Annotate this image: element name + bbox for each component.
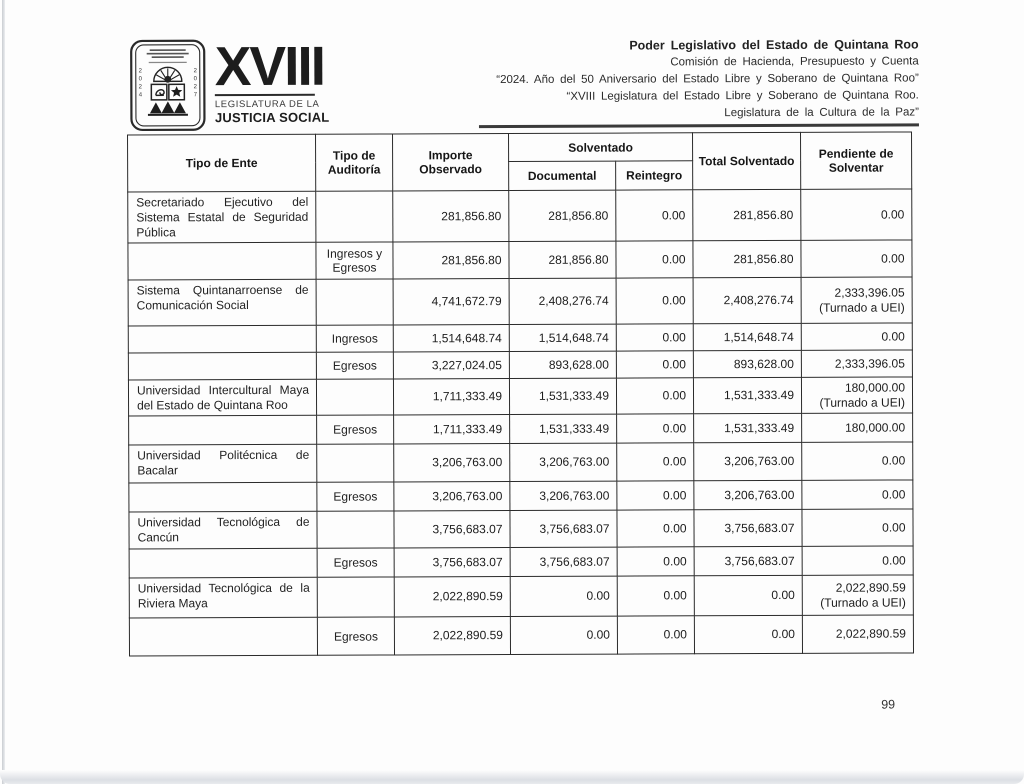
ente-cell: Universidad Intercultural Maya del Estado de Quintana Roo [128,379,316,416]
auditoria-cell [316,379,393,415]
letterhead-rule [479,123,919,127]
total-solventado-cell: 0.00 [694,615,802,653]
table-row [129,480,913,512]
svg-text:7: 7 [193,92,198,99]
documental-cell: 281,856.80 [509,190,616,241]
svg-text:2: 2 [138,84,143,91]
letterhead [299,36,919,123]
col-header-tipo-ente: Tipo de Ente [128,134,316,192]
table-row [129,509,913,549]
col-header-solventado: Solventado [509,133,693,162]
pendiente-cell: 2,022,890.59 [802,615,913,653]
ente-cell: Sistema Quintanarroense de Comunicación Social [128,279,316,326]
col-header-pendiente: Pendiente de Solventar [801,132,912,189]
col-header-reintegro: Reintegro [616,161,693,190]
reintegro-cell: 0.00 [617,547,694,576]
auditoria-cell [316,191,393,242]
svg-text:2: 2 [193,68,197,75]
pendiente-cell: 180,000.00 [802,413,913,442]
table-header [128,132,912,192]
svg-text:0: 0 [138,76,142,83]
documental-cell: 0.00 [510,616,617,654]
ente-cell [129,415,317,445]
ente-cell: Universidad Tecnológica de Cancún [129,511,317,549]
table-row [128,277,912,326]
col-header-importe-observado: Importe Observado [393,134,509,191]
svg-text:2: 2 [138,68,142,75]
documental-cell: 0.00 [510,576,617,616]
importe-observado-cell: 3,756,683.07 [394,511,510,548]
logo-line2: JUSTICIA SOCIAL [214,109,330,126]
total-solventado-cell: 893,628.00 [693,350,801,377]
auditoria-cell: Egresos [317,617,394,655]
documental-cell: 3,756,683.07 [510,510,617,547]
documental-cell: 3,206,763.00 [510,443,617,481]
auditoria-cell [317,444,394,482]
audit-results-table [127,131,914,656]
ente-cell [129,617,317,656]
pendiente-cell: 0.00 [801,323,912,350]
pendiente-cell: 0.00 [801,189,912,240]
table-row [128,189,912,243]
documental-cell: 893,628.00 [509,351,616,378]
reintegro-cell: 0.00 [616,351,693,378]
auditoria-cell: Ingresos y Egresos [316,242,393,279]
total-solventado-cell: 3,756,683.07 [694,509,802,546]
importe-observado-cell: 3,227,024.05 [393,352,509,379]
reintegro-cell: 0.00 [616,278,693,324]
ente-cell: Universidad Tecnológica de la Riviera Maya [129,577,317,618]
importe-observado-cell: 3,206,763.00 [394,444,510,482]
pendiente-cell: 180,000.00 (Turnado a UEI) [801,377,912,413]
pendiente-cell: 0.00 [802,480,913,509]
col-header-documental: Documental [509,161,616,190]
reintegro-cell: 0.00 [617,481,694,510]
importe-observado-cell: 2,022,890.59 [394,617,510,655]
table-row [128,377,912,416]
legislature-logo [130,34,330,132]
logo-roman-numeral: XVIII [214,34,325,98]
auditoria-cell: Egresos [316,352,393,379]
ente-cell [129,548,317,578]
importe-observado-cell: 1,711,333.49 [394,415,510,444]
importe-observado-cell: 3,206,763.00 [394,482,510,511]
reintegro-cell: 0.00 [616,190,693,241]
table-row [129,615,913,656]
importe-observado-cell: 281,856.80 [393,191,509,242]
total-solventado-cell: 1,531,333.49 [693,377,801,413]
col-header-tipo-auditoria: Tipo de Auditoría [316,134,393,191]
pendiente-cell: 0.00 [802,509,913,546]
table-row [129,442,913,483]
auditoria-cell: Egresos [317,415,394,444]
ente-cell: Universidad Politécnica de Bacalar [129,444,317,483]
table-row [128,240,912,280]
importe-observado-cell: 1,711,333.49 [393,379,509,415]
total-solventado-cell: 3,756,683.07 [694,546,802,575]
svg-text:0: 0 [193,76,197,83]
documental-cell: 2,408,276.74 [509,278,616,324]
svg-text:2: 2 [193,84,198,91]
letterhead-line: Comisión de Hacienda, Presupuesto y Cuenta [670,55,919,69]
letterhead-line: Poder Legislativo del Estado de Quintana Roo [629,37,919,53]
letterhead-line: Legislatura de la Cultura de la Paz” [724,106,919,120]
pendiente-cell: 0.00 [801,240,912,277]
importe-observado-cell: 2,022,890.59 [394,577,510,617]
total-solventado-cell: 1,514,648.74 [693,323,801,350]
importe-observado-cell: 3,756,683.07 [394,548,510,577]
documental-cell: 1,514,648.74 [509,324,616,351]
table-row [128,350,912,380]
table-body [128,189,914,656]
pendiente-cell: 2,333,396.05 [801,350,912,377]
documental-cell: 1,531,333.49 [509,378,616,414]
svg-text:4: 4 [138,92,143,99]
legislature-crest-icon [130,39,206,131]
ente-cell [128,352,316,380]
documental-cell: 281,856.80 [509,241,616,278]
photo-left-edge [2,0,5,784]
auditoria-cell [316,279,393,325]
total-solventado-cell: 3,206,763.00 [694,480,802,509]
ente-cell [128,325,316,353]
reintegro-cell: 0.00 [617,616,694,654]
total-solventado-cell: 0.00 [694,575,802,615]
auditoria-cell: Egresos [317,548,394,577]
importe-observado-cell: 281,856.80 [393,242,509,279]
auditoria-cell: Ingresos [316,325,393,352]
pendiente-cell: 0.00 [802,546,913,575]
table-row [128,323,912,353]
pendiente-cell: 2,333,396.05 (Turnado a UEI) [801,277,912,323]
importe-observado-cell: 1,514,648.74 [393,325,509,352]
total-solventado-cell: 3,206,763.00 [694,442,802,480]
table-row [129,575,913,618]
auditoria-cell [317,511,394,548]
reintegro-cell: 0.00 [617,443,694,481]
photo-bottom-edge [0,770,1024,784]
auditoria-cell: Egresos [317,482,394,511]
letterhead-line: “XVIII Legislatura del Estado Libre y Soberano de Quintana Roo. [566,89,919,103]
ente-cell [129,482,317,512]
table-row [129,546,913,578]
documental-cell: 3,756,683.07 [510,547,617,576]
importe-observado-cell: 4,741,672.79 [393,279,509,325]
total-solventado-cell: 2,408,276.74 [693,277,801,323]
documental-cell: 1,531,333.49 [510,414,617,443]
reintegro-cell: 0.00 [617,510,694,547]
reintegro-cell: 0.00 [616,241,693,278]
pendiente-cell: 0.00 [802,442,913,480]
auditoria-cell [317,577,394,617]
documental-cell: 3,206,763.00 [510,481,617,510]
total-solventado-cell: 281,856.80 [693,240,801,277]
ente-cell: Secretariado Ejecutivo del Sistema Estatal de Seguridad Pública [128,191,316,243]
page-number: 99 [881,697,896,712]
col-header-total-solventado: Total Solventado [693,132,801,189]
total-solventado-cell: 1,531,333.49 [694,413,802,442]
reintegro-cell: 0.00 [616,324,693,351]
pendiente-cell: 2,022,890.59 (Turnado a UEI) [802,575,913,615]
letterhead-line: “2024. Año del 50 Aniversario del Estado Libre y Soberano de Quintana Roo” [496,72,919,87]
table-row [129,413,913,445]
logo-line1: LEGISLATURA DE LA [214,98,320,111]
total-solventado-cell: 281,856.80 [693,189,801,240]
ente-cell [128,242,316,280]
reintegro-cell: 0.00 [617,576,694,616]
reintegro-cell: 0.00 [616,378,693,414]
reintegro-cell: 0.00 [617,414,694,443]
